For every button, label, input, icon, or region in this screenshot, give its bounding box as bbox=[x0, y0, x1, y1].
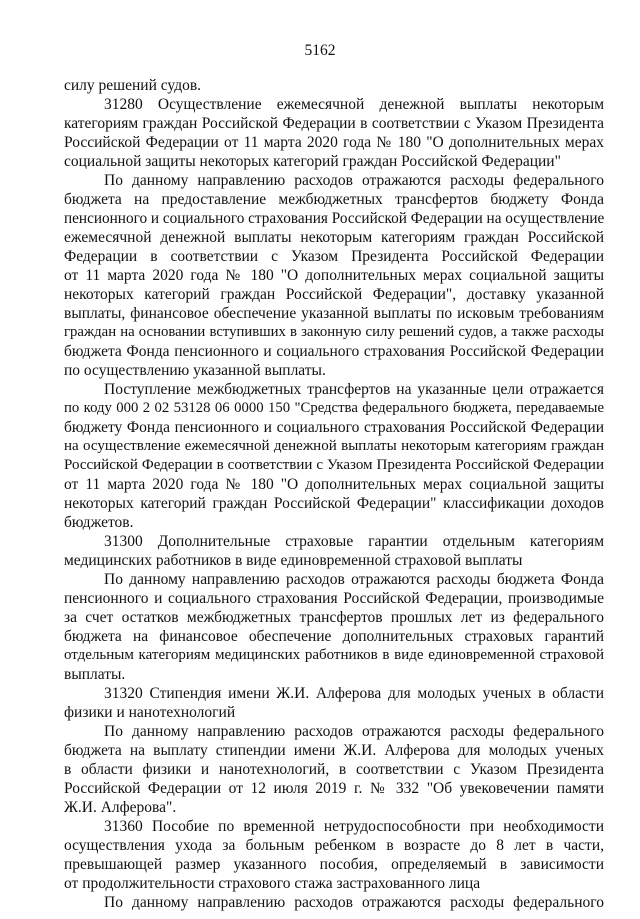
text-line: 31280 Осуществление ежемесячной денежной выплаты некоторым bbox=[104, 96, 604, 113]
text-line: медицинских работников в виде единовременной страховой выплаты bbox=[64, 552, 523, 569]
text-line: 31300 Дополнительные страховые гарантии отдельным категориям bbox=[104, 533, 604, 550]
text-line: за счет остатков межбюджетных трансфертов прошлых лет из федерального bbox=[64, 609, 604, 626]
text-line: от 11 марта 2020 года № 180 "О дополнительных мерах социальной защиты bbox=[64, 267, 604, 284]
text-line: Российской Федерации в соответствии с Указом Президента Российской Федерации bbox=[64, 457, 604, 473]
text-line: отдельным категориям медицинских работников в виде единовременной страховой bbox=[64, 647, 604, 663]
text-line: граждан на основании вступивших в законную силу решений судов, а также расходы bbox=[64, 324, 604, 340]
text-line: бюджету Фонда пенсионного и социального страхования Российской Федерации bbox=[64, 419, 604, 436]
text-line: Ж.И. Алферова". bbox=[64, 799, 177, 816]
text-line: бюджета на финансовое обеспечение дополнительных страховых гарантий bbox=[64, 628, 604, 645]
text-line: пенсионного и социального страхования Российской Федерации на осуществление bbox=[64, 210, 605, 227]
text-line: Федерации в соответствии с Указом Президента Российской Федерации bbox=[64, 248, 604, 265]
text-line: 31320 Стипендия имени Ж.И. Алферова для молодых ученых в области bbox=[104, 685, 604, 702]
text-line: выплаты. bbox=[64, 666, 126, 683]
text-line: по осуществлению указанной выплаты. bbox=[64, 362, 326, 379]
text-line: в области физики и нанотехнологий, в соответствии с Указом Президента bbox=[64, 761, 604, 778]
text-line: бюджета на предоставление межбюджетных трансфертов бюджету Фонда bbox=[64, 191, 604, 208]
text-line: от 11 марта 2020 года № 180 "О дополнительных мерах социальной защиты bbox=[64, 476, 604, 493]
text-line: бюджетов. bbox=[64, 514, 134, 531]
text-line: По данному направлению расходов отражаются расходы федерального bbox=[104, 172, 604, 189]
text-line: 31360 Пособие по временной нетрудоспособности при необходимости bbox=[104, 818, 604, 835]
text-line: Поступление межбюджетных трансфертов на указанные цели отражается bbox=[104, 381, 604, 398]
text-line: По данному направлению расходов отражаются расходы бюджета Фонда bbox=[104, 571, 604, 588]
text-line: Российской Федерации от 12 июля 2019 г. № 332 "Об увековечении памяти bbox=[64, 780, 604, 797]
text-line: По данному направлению расходов отражаются расходы федерального bbox=[104, 723, 604, 740]
text-line: ежемесячной денежной выплаты некоторым категориям граждан Российской bbox=[64, 229, 604, 246]
text-line: По данному направлению расходов отражаются расходы федерального bbox=[104, 894, 604, 911]
text-line: силу решений судов. bbox=[64, 77, 202, 94]
text-line: Российской Федерации от 11 марта 2020 года № 180 "О дополнительных мерах bbox=[64, 134, 604, 151]
text-line: бюджета на выплату стипендии имени Ж.И. Алферова для молодых ученых bbox=[64, 742, 604, 759]
text-line: некоторых категорий граждан Российской Федерации" классификации доходов bbox=[64, 495, 604, 512]
text-line: осуществления ухода за больным ребенком в возрасте до 8 лет в части, bbox=[64, 837, 604, 854]
text-line: социальной защиты некоторых категорий граждан Российской Федерации" bbox=[64, 153, 561, 170]
text-line: категориям граждан Российской Федерации в соответствии с Указом Президента bbox=[64, 115, 604, 132]
page-number: 5162 bbox=[304, 42, 336, 59]
text-line: от продолжительности страхового стажа застрахованного лица bbox=[64, 875, 481, 892]
text-line: превышающей размер указанного пособия, определяемый в зависимости bbox=[64, 856, 604, 873]
text-line: пенсионного и социального страхования Российской Федерации, производимые bbox=[64, 590, 604, 607]
document-body bbox=[64, 76, 604, 912]
text-line: по коду 000 2 02 53128 06 0000 150 "Средства федерального бюджета, передаваемые bbox=[64, 400, 604, 416]
text-line: на осуществление ежемесячной денежной выплаты некоторым категориям граждан bbox=[64, 438, 604, 454]
text-line: физики и нанотехнологий bbox=[64, 704, 236, 721]
text-line: бюджета Фонда пенсионного и социального страхования Российской Федерации bbox=[64, 343, 604, 360]
text-line: выплаты, финансовое обеспечение указанной выплаты по исковым требованиям bbox=[64, 305, 604, 322]
text-line: некоторых категорий граждан Российской Федерации", доставку указанной bbox=[64, 286, 604, 303]
